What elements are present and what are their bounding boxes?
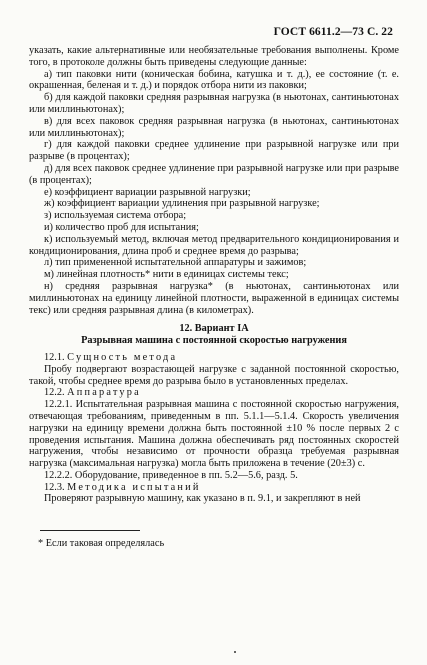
- clause-12-2-2: 12.2.2. Оборудование, приведенное в пп. 5.2—5.6, разд. 5.: [44, 469, 298, 481]
- list-item-a: а) тип паковки нити (коническая бобина, катушка и т. д.), ее состояние (т. е. окрашенная, беленая и т. д.) и порядок отбора нити из паковки;: [29, 68, 399, 92]
- section-title: 12. Вариант IA: [179, 323, 249, 335]
- subsection-number: 12.2.: [44, 387, 65, 399]
- subsection-title: Аппаратура: [67, 387, 141, 399]
- list-item-m: м) линейная плотность* нити в единицах системы текс;: [44, 269, 289, 281]
- subsection-12-2-heading: [29, 387, 399, 399]
- subsection-number: 12.3.: [44, 481, 65, 493]
- list-item-n: н) средняя разрывная нагрузка* (в ньютонах, сантиньютонах или миллиньютонах на единицу линейной плотности, выраженной в единицах системы текс) или средняя разрывная длина (в километрах).: [29, 280, 399, 316]
- page-header: ГОСТ 6611.2—73 С. 22: [273, 26, 393, 38]
- subsection-number: 12.1.: [44, 351, 65, 363]
- subsection-title: Сущность метода: [67, 351, 178, 363]
- list-item-d: д) для всех паковок среднее удлинение при разрывной нагрузке или при разрыве (в процентах);: [29, 162, 399, 186]
- footnote-divider: [40, 530, 140, 531]
- subsection-12-3-heading: [29, 482, 399, 494]
- list-item-v: в) для всех паковок средняя разрывная нагрузка (в ньютонах, сантиньютонах или миллиньютонах);: [29, 115, 399, 139]
- subsection-12-1-heading: [29, 352, 399, 364]
- body-text: [29, 45, 399, 505]
- subsection-title: Методика испытаний: [67, 481, 201, 493]
- list-item-k: к) используемый метод, включая метод предварительного кондиционирования и кондиционирования, длина проб и среднее время до разрыва;: [29, 233, 399, 257]
- list-item-g: г) для каждой паковки среднее удлинение при разрывной нагрузке или при разрыве (в процентах);: [29, 139, 399, 163]
- page-mark: [234, 651, 236, 653]
- subsection-12-3-text: Проверяют разрывную машину, как указано в п. 9.1, и закрепляют в ней: [44, 493, 361, 505]
- list-item-b: б) для каждой паковки средняя разрывная нагрузка (в ньютонах, сантиньютонах или миллиньютонах);: [29, 92, 399, 115]
- clause-12-2-1: 12.2.1. Испытательная разрывная машина с постоянной скоростью нагружения, отвечающая требованиям, приведенным в пп. 5.1.1—5.1.4. Скорость увеличения нагрузки на единицу времени должна быть постоянной ±10 % после первых 2 с проведения испытания. Машина должна обеспечивать ряд постоянных скоростей нагружения, чтобы независимо от прочности образца требуемая разрывная нагрузка (максимальная нагрузка) могла быть приложена в течение (20±3) с.: [29, 399, 399, 470]
- list-item-zh: ж) коэффициент вариации удлинения при разрывной нагрузке;: [44, 198, 320, 210]
- list-item-l: л) тип примененной испытательной аппаратуры и зажимов;: [44, 257, 307, 269]
- list-item-z: з) используемая система отбора;: [44, 210, 187, 222]
- subsection-12-1-text: Пробу подвергают возрастающей нагрузке с заданной постоянной скоростью, такой, чтобы среднее время до разрыва было в установленных пределах.: [29, 363, 399, 387]
- paragraph-intro: указать, какие альтернативные или необязательные требования выполнены. Кроме того, в протоколе должны быть приведены следующие данные:: [29, 45, 399, 68]
- list-item-e: е) коэффициент вариации разрывной нагрузки;: [44, 186, 251, 198]
- list-item-i: и) количество проб для испытания;: [44, 221, 199, 233]
- footnote: * Если таковая определялась: [38, 538, 165, 549]
- section-subtitle: Разрывная машина с постоянной скоростью нагружения: [81, 335, 347, 347]
